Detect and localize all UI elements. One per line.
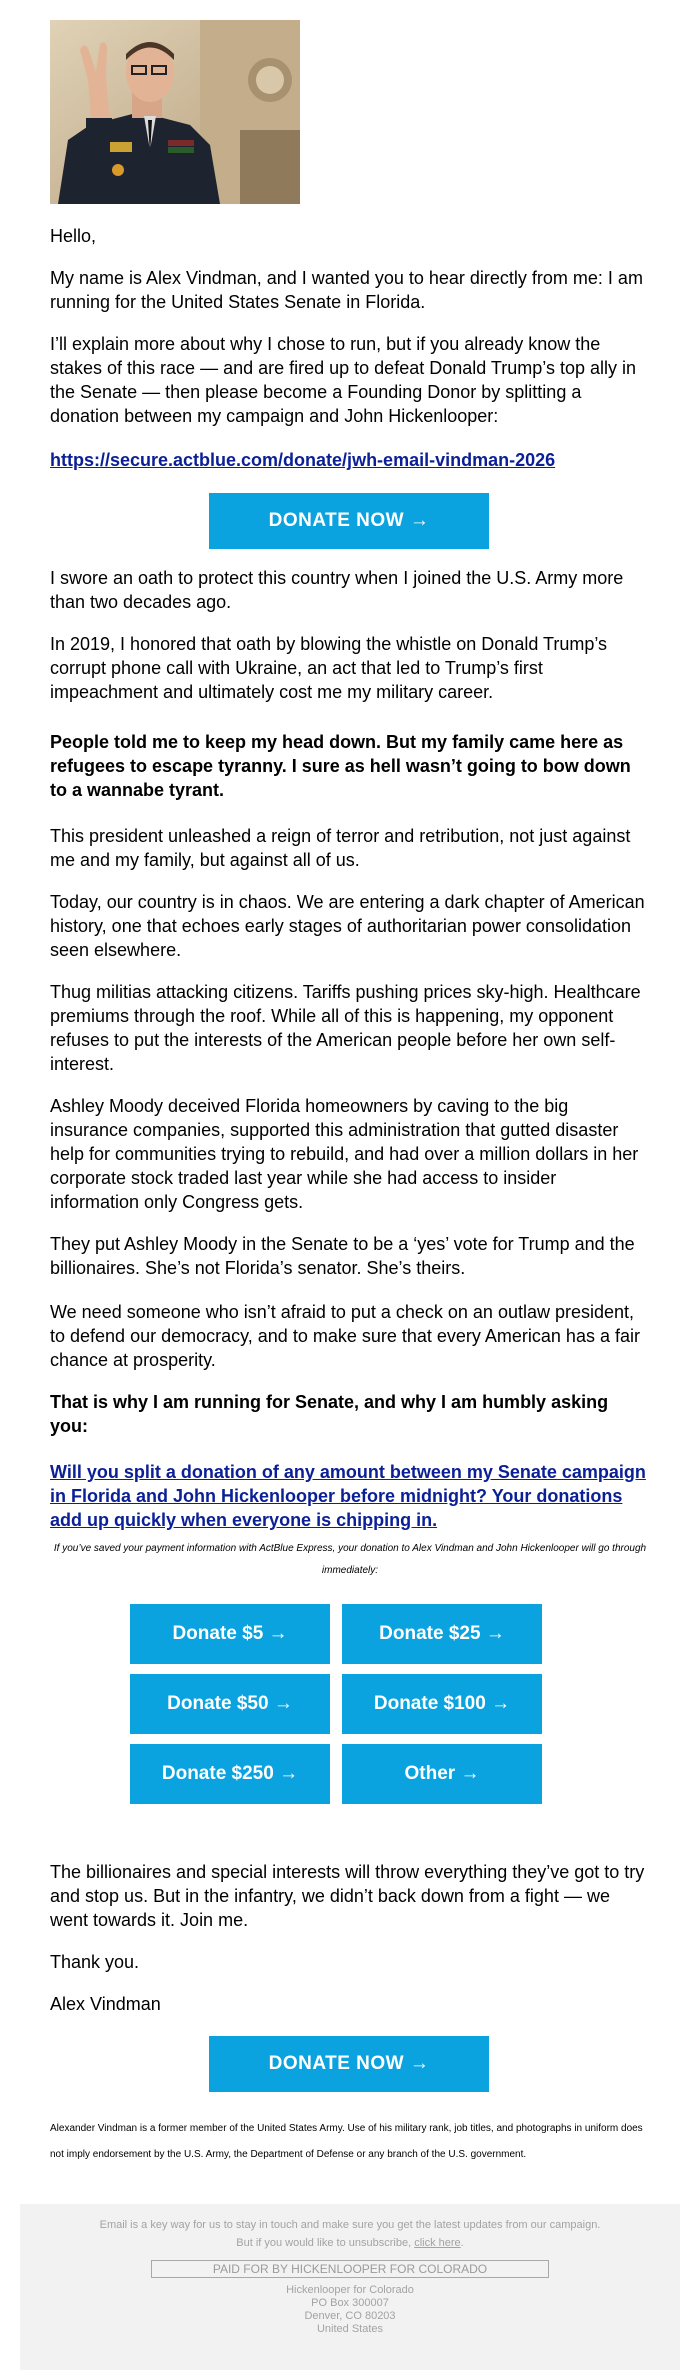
reign-paragraph: This president unleashed a reign of terror and retribution, not just against me and my family, but against all of us. [50,826,631,870]
donate-other-button[interactable]: Other → [342,1744,542,1804]
donate-50-button[interactable]: Donate $50 → [130,1674,330,1734]
donate-100-button[interactable]: Donate $100 → [342,1674,542,1734]
paid-for-box: PAID FOR BY HICKENLOOPER FOR COLORADO [151,2260,549,2278]
oath-paragraph: I swore an oath to protect this country when I joined the U.S. Army more than two decades ago. [50,568,624,612]
army-disclaimer: Alexander Vindman is a former member of the United States Army. Use of his military rank, job titles, and photographs in uniform does not imply endorsement by the U.S. Army, the Department of Defense or any branch of the U.S. government. [50,2123,643,2160]
check-paragraph: We need someone who isn’t afraid to put a check on an outlaw president, to defend our democracy, and to make sure that every American has a fair chance at prosperity. [50,1302,640,1370]
whistle-paragraph: In 2019, I honored that oath by blowing the whistle on Donald Trump’s corrupt phone call with Ukraine, an act that led to Trump’s first impeachment and ultimately cost me my military career. [50,634,608,702]
footer-address-country: United States [316,2323,384,2335]
unsubscribe-link[interactable]: click here [414,2237,461,2249]
founding-donor-paragraph: I’ll explain more about why I chose to run, but if you already know the stakes of this race — and are fired up to defeat Donald Trump’s top ally in the Senate — then please become a Founding Donor by splitting a donation between my campaign and John Hickenlooper: [50,334,636,426]
chaos-paragraph: Today, our country is in chaos. We are entering a dark chapter of American history, one that echoes early stages of authoritarian power consolidation seen elsewhere. [50,892,645,960]
candidate-photo [50,20,300,204]
footer-address-name: Hickenlooper for Colorado [286,2284,414,2296]
donate-5-button[interactable]: Donate $5 → [130,1604,330,1664]
signature: Alex Vindman [50,1994,161,2014]
ask-bold-paragraph: That is why I am running for Senate, and why I am humbly asking you: [50,1392,609,1436]
donate-250-button[interactable]: Donate $250 → [130,1744,330,1804]
footer-unsubscribe-line [20,2234,680,2252]
greeting: Hello, [50,226,97,246]
moody-paragraph: Ashley Moody deceived Florida homeowners by caving to the big insurance companies, supported this administration that gutted disaster help for communities trying to rebuild, and had over a million dollars in her corporate stock traded last year while she had access to insider information only Congress gets. [50,1096,639,1212]
donate-25-button[interactable]: Donate $25 → [342,1604,542,1664]
infantry-paragraph: The billionaires and special interests will throw everything they’ve got to try and stop us. But in the infantry, we didn’t back down from a fight — we went towards it. Join me. [50,1862,645,1930]
thank-you: Thank you. [50,1952,140,1972]
email-body [50,20,650,2160]
email-footer [20,2204,680,2370]
footer-unsubscribe-prefix: But if you would like to unsubscribe, [236,2237,412,2249]
donate-url-link[interactable]: https://secure.actblue.com/donate/jwh-email-vindman-2026 [50,450,556,470]
footer-stay-in-touch: Email is a key way for us to stay in touch and make sure you get the latest updates from our campaign. [99,2219,601,2231]
footer-address-pobox: PO Box 300007 [311,2297,389,2309]
donate-now-button-bottom[interactable]: DONATE NOW → [209,2036,489,2092]
footer-address-city: Denver, CO 80203 [304,2310,396,2322]
yes-vote-paragraph: They put Ashley Moody in the Senate to be a ‘yes’ vote for Trump and the billionaires. She’s not Florida’s senator. She’s theirs. [50,1234,635,1278]
refugees-bold-paragraph: People told me to keep my head down. But my family came here as refugees to escape tyranny. I sure as hell wasn’t going to bow down to a wannabe tyrant. [50,732,631,800]
intro-paragraph: My name is Alex Vindman, and I wanted you to hear directly from me: I am running for the United States Senate in Florida. [50,268,643,312]
split-donation-link[interactable]: Will you split a donation of any amount between my Senate campaign in Florida and John Hickenlooper before midnight? Your donations add up quickly when everyone is chipping in. [50,1462,646,1530]
candidate-photo-image [50,20,300,204]
footer-unsubscribe-suffix: . [460,2237,464,2249]
actblue-express-note: If you’ve saved your payment information with ActBlue Express, your donation to Alex Vindman and John Hickenlooper will go through immediately: [53,1543,647,1576]
militias-paragraph: Thug militias attacking citizens. Tariffs pushing prices sky-high. Healthcare premiums through the roof. While all of this is happening, my opponent refuses to put the interests of the American people before her own self-interest. [50,982,641,1074]
donate-now-button-top[interactable]: DONATE NOW → [209,493,489,549]
